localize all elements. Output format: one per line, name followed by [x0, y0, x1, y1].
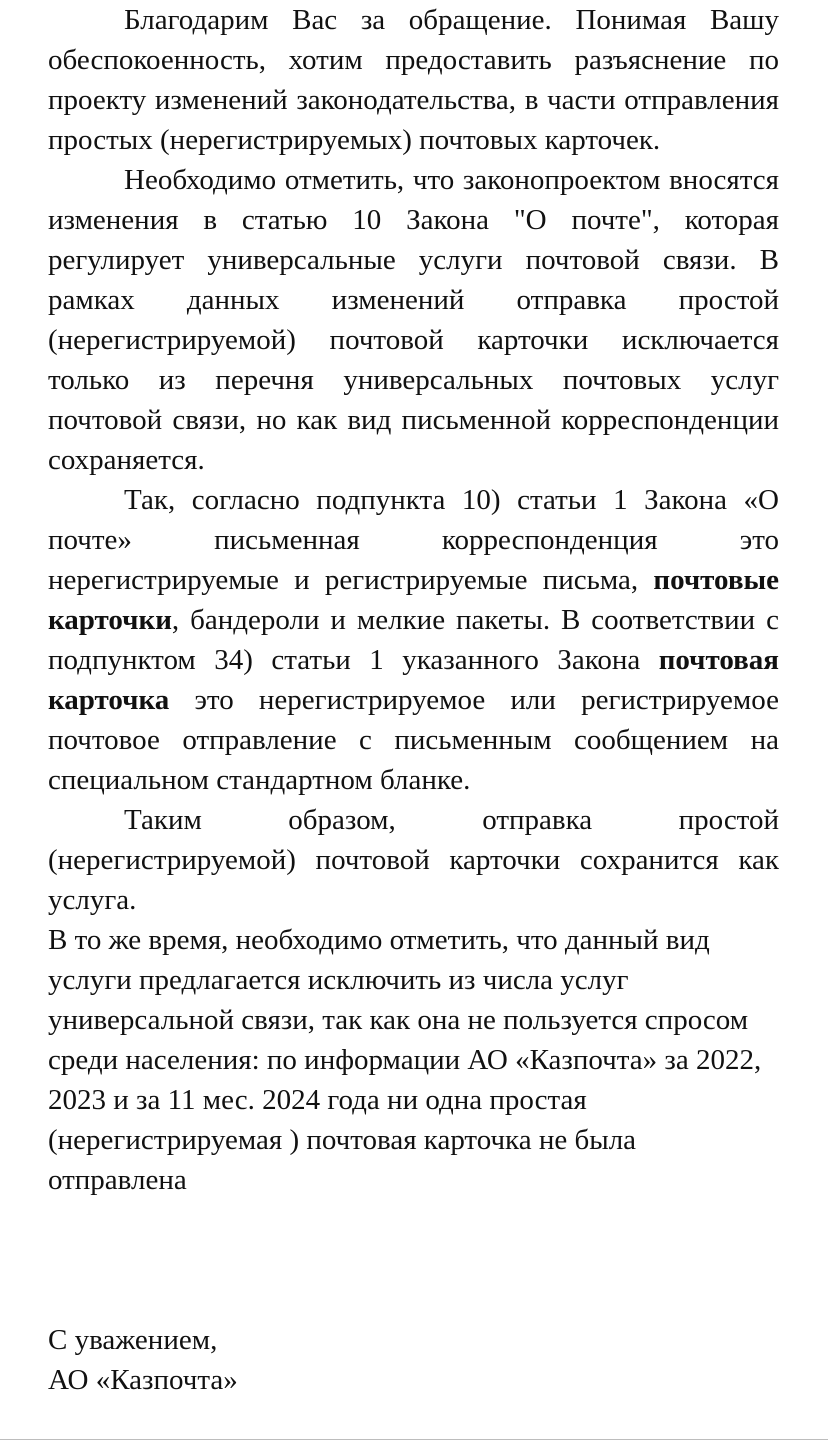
definitions-text-3: это нерегистрируемое или регистрируемое почтовое отправление с письменным сообщением на специальном стандартном бланке.	[48, 684, 779, 796]
definitions-text-1: Так, согласно подпункта 10) статьи 1 Закона «О почте» письменная корреспонденция это нерегистрируемые и регистрируемые письма,	[48, 484, 779, 596]
closing-greeting: С уважением,	[48, 1324, 218, 1356]
letter-body	[48, 0, 779, 1442]
paragraph-conclusion: Таким образом, отправка простой (нерегистрируемой) почтовой карточки сохранится как услуга.	[48, 804, 779, 916]
signature-organization: АО «Казпочта»	[48, 1364, 238, 1396]
bold-term-postcards: почтовые карточки	[48, 564, 779, 636]
bold-term-postcard: почтовая карточка	[48, 644, 779, 716]
paragraph-law-changes: Необходимо отметить, что законопроектом вносятся изменения в статью 10 Закона "О почте", которая регулирует универсальные услуги почтовой связи. В рамках данных изменений отправка простой (нерегистрируемой) почтовой карточки исключается только из перечня универсальных почтовых услуг почтовой связи, но как вид письменной корреспонденции сохраняется.	[48, 164, 779, 476]
page-bottom-divider	[0, 1439, 828, 1440]
paragraph-statistics: В то же время, необходимо отметить, что данный вид услуги предлагается исключить из числа услуг универсальной связи, так как она не пользуется спросом среди населения: по информации АО «Казпочта» за 2022, 2023 и за 11 мес. 2024 года ни одна простая (нерегистрируемая ) почтовая карточка не была отправлена	[48, 924, 762, 1196]
definitions-text-2: , бандероли и мелкие пакеты. В соответствии с подпунктом 34) статьи 1 указанного Закона	[48, 604, 779, 676]
paragraph-definitions	[48, 480, 779, 800]
signature-spacer	[48, 1200, 779, 1320]
paragraph-gratitude: Благодарим Вас за обращение. Понимая Вашу обеспокоенность, хотим предоставить разъяснение по проекту изменений законодательства, в части отправления простых (нерегистрируемых) почтовых карточек.	[48, 4, 779, 156]
